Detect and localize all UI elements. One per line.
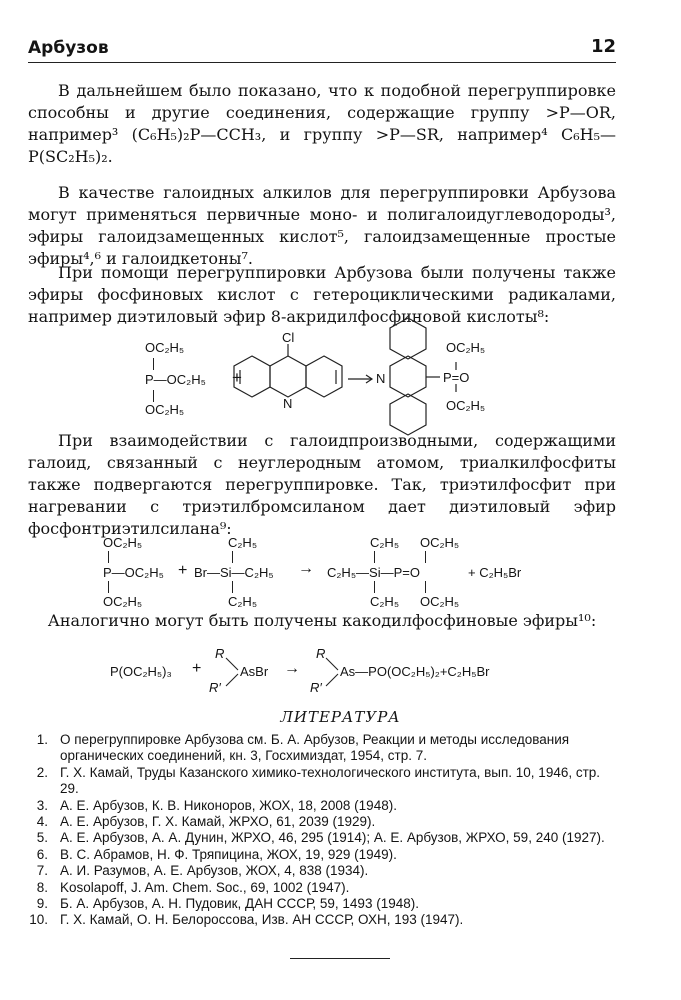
triethyl-phosphite: P(OC₂H₅)₃ <box>110 664 172 679</box>
reference-item <box>28 880 618 896</box>
product-ethoxy-top: OC₂H₅ <box>446 340 486 355</box>
reference-item <box>28 732 618 765</box>
product-radical-r-prime: R′ <box>310 680 322 695</box>
reference-item <box>28 847 618 863</box>
reference-text: Kosolapoff, J. Am. Chem. Soc., 69, 1002 (1947). <box>60 879 350 895</box>
arsenic-bromide: AsBr <box>240 664 269 679</box>
plus-sign: + <box>232 368 242 387</box>
cacodyl-phosphinate-product: As—PO(OC₂H₅)₂+C₂H₅Br <box>340 664 490 679</box>
reference-item <box>28 863 618 879</box>
radical-r-prime: R′ <box>209 680 221 695</box>
chlorine-label: Cl <box>282 330 295 345</box>
page-number: 12 <box>590 36 616 57</box>
reference-item <box>28 896 618 912</box>
reference-number: 2. <box>36 764 48 780</box>
ethyl-bromide: + C₂H₅Br <box>468 565 522 580</box>
bromosilane: Br—Si—C₂H₅ <box>194 565 274 580</box>
silane-ethyl-bottom: C₂H₅ <box>228 594 258 609</box>
ethoxy-bottom: OC₂H₅ <box>103 594 143 609</box>
reference-text: А. Е. Арбузов, К. В. Никоноров, ЖОХ, 18, 2008 (1948). <box>60 797 397 813</box>
reference-list <box>28 732 618 929</box>
reference-number: 1. <box>36 732 48 747</box>
reference-number: 4. <box>36 814 48 830</box>
reference-number: 6. <box>36 846 48 862</box>
reaction-arrow-2: → <box>298 560 314 577</box>
reaction-arrow-3: → <box>284 660 300 677</box>
phosphorus-ethoxy: P—OC₂H₅ <box>145 372 206 387</box>
product-silyl-ethyl-top: C₂H₅ <box>370 535 400 550</box>
reference-text: А. Е. Арбузов, А. А. Дунин, ЖРХО, 46, 295 (1914); А. Е. Арбузов, ЖРХО, 59, 240 (1927). <box>60 830 605 846</box>
product-ethoxy-top: OC₂H₅ <box>420 535 460 550</box>
ethoxy-top: OC₂H₅ <box>103 535 143 550</box>
literature-title: ЛИТЕРАТУРА <box>280 708 401 726</box>
reference-text: В. С. Абрамов, Н. Ф. Тряпицина, ЖОХ, 19, 929 (1949). <box>60 846 397 862</box>
ethoxy-top: OC₂H₅ <box>145 340 185 355</box>
reference-number: 9. <box>36 896 48 912</box>
reference-item <box>28 830 618 846</box>
reference-item <box>28 798 618 814</box>
paragraph-1: В дальнейшем было показано, что к подобной перегруппировке способны и другие соединения, содержащие группу >P—OR, например³ (C₆H₅)₂P—CCH₃, и группу >P—SR, например⁴ C₆H₅—P(SC₂H₅)₂. <box>28 81 616 166</box>
reference-number: 5. <box>36 830 48 846</box>
reference-item <box>28 814 618 830</box>
plus-sign: + <box>192 660 202 677</box>
reference-number: 3. <box>36 797 48 813</box>
product-ethoxy-bottom: OC₂H₅ <box>420 594 460 609</box>
phosphoryl-group: P=O <box>443 370 470 385</box>
reference-number: 7. <box>36 863 48 879</box>
product-ethoxy-bottom: OC₂H₅ <box>446 398 486 413</box>
product-radical-r: R <box>316 646 326 661</box>
reference-text: А. Е. Арбузов, Г. Х. Камай, ЖРХО, 61, 2039 (1929). <box>60 814 376 830</box>
running-title: Арбузов <box>28 38 109 58</box>
paragraph-2: В качестве галоидных алкилов для перегруппировки Арбузова могут применяться первичные моно- и полигалоидуглеводороды³, эфиры галоидзамещенных кислот⁵, галоидзамещенные простые эфиры⁴,⁶ и галоидкетоны⁷. <box>28 183 616 268</box>
nitrogen-label: N <box>283 396 293 411</box>
plus-sign: + <box>178 562 188 579</box>
reference-text: Г. Х. Камай, Труды Казанского химико-технологического института, вып. 10, 1946, стр. 29. <box>60 764 601 797</box>
reference-item <box>28 765 618 798</box>
product-silyl-ethyl-bottom: C₂H₅ <box>370 594 400 609</box>
reference-text: А. И. Разумов, А. Е. Арбузов, ЖОХ, 4, 838 (1934). <box>60 863 369 879</box>
reference-text: О перегруппировке Арбузова см. Б. А. Арбузов, Реакции и методы исследования органических соединений, кн. 3, Госхимиздат, 1954, стр. 7. <box>60 732 570 764</box>
radical-r: R <box>215 646 225 661</box>
reference-item <box>28 912 618 928</box>
ethoxy-bottom: OC₂H₅ <box>145 402 185 417</box>
paragraph-4: При взаимодействии с галоидпроизводными, содержащими галоид, связанный с неуглеродным атомом, триалкилфосфиты также подвергаются перегруппировке. Так, триэтилфосфит при нагревании с триэтилбромсиланом дает диэтиловый эфир фосфонтриэтилсилана⁹: <box>28 431 616 538</box>
reference-text: Г. Х. Камай, О. Н. Белороссова, Изв. АН СССР, ОХН, 193 (1947). <box>60 912 464 928</box>
closing-rule <box>290 958 390 959</box>
silane-ethyl-top: C₂H₅ <box>228 535 258 550</box>
reference-number: 10. <box>29 912 48 928</box>
silylphosphonate: C₂H₅—Si—P=O <box>327 565 420 580</box>
nitrogen-product-label: N <box>376 371 386 386</box>
paragraph-5: Аналогично могут быть получены какодилфосфиновые эфиры¹⁰: <box>47 611 597 630</box>
reference-number: 8. <box>36 879 48 895</box>
reference-text: Б. А. Арбузов, А. Н. Пудовик, ДАН СССР, 59, 1493 (1948). <box>60 896 419 912</box>
phosphorus-ethoxy: P—OC₂H₅ <box>103 565 164 580</box>
paragraph-3: При помощи перегруппировки Арбузова были получены также эфиры фосфиновых кислот с гетероциклическими радикалами, например диэтиловый эфир 8-акридилфосфиновой кислоты⁸: <box>28 263 616 326</box>
